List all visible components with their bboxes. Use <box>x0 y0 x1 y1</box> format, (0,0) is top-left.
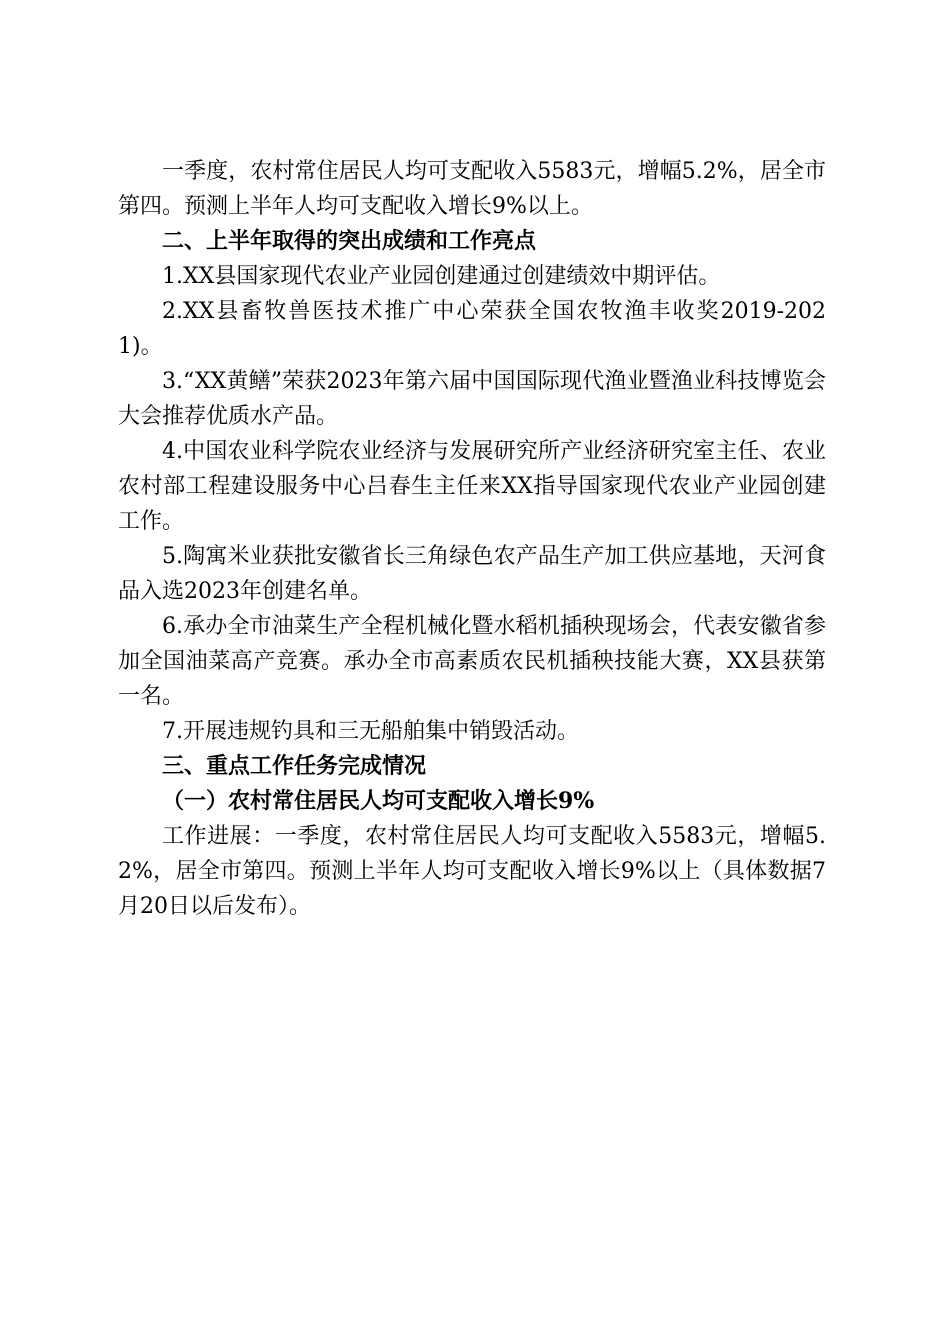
paragraph-income-q1: 一季度，农村常住居民人均可支配收入5583元，增幅5.2%，居全市第四。预测上半年人均可支配收入增长9%以上。 <box>118 159 826 219</box>
section-heading-3: 三、重点工作任务完成情况 <box>162 754 427 779</box>
subsection-heading-3-1: （一）农村常住居民人均可支配收入增长9% <box>162 788 595 814</box>
paragraph-work-progress: 工作进展：一季度，农村常住居民人均可支配收入5583元，增幅5.2%，居全市第四。预测上半年人均可支配收入增长9%以上（具体数据7月20日以后发布）。 <box>118 824 826 919</box>
highlight-item-5: 5.陶寓米业获批安徽省长三角绿色农产品生产加工供应基地，天河食品入选2023年创建名单。 <box>118 544 826 604</box>
section-heading-2: 二、上半年取得的突出成绩和工作亮点 <box>162 229 537 254</box>
highlight-item-7: 7.开展违规钓具和三无船舶集中销毁活动。 <box>162 719 579 744</box>
highlight-item-4: 4.中国农业科学院农业经济与发展研究所产业经济研究室主任、农业农村部工程建设服务中心吕春生主任来XX指导国家现代农业产业园创建工作。 <box>118 439 826 534</box>
highlight-item-6: 6.承办全市油菜生产全程机械化暨水稻机插秧现场会，代表安徽省参加全国油菜高产竞赛。承办全市高素质农民机插秧技能大赛，XX县获第一名。 <box>118 614 826 709</box>
highlight-item-2: 2.XX县畜牧兽医技术推广中心荣获全国农牧渔丰收奖2019-2021)。 <box>118 299 826 359</box>
highlight-item-1: 1.XX县国家现代农业产业园创建通过创建绩效中期评估。 <box>162 264 721 289</box>
document-body <box>118 154 826 924</box>
highlight-item-3: 3.“XX黄鳝”荣获2023年第六届中国国际现代渔业暨渔业科技博览会大会推荐优质水产品。 <box>118 369 826 429</box>
